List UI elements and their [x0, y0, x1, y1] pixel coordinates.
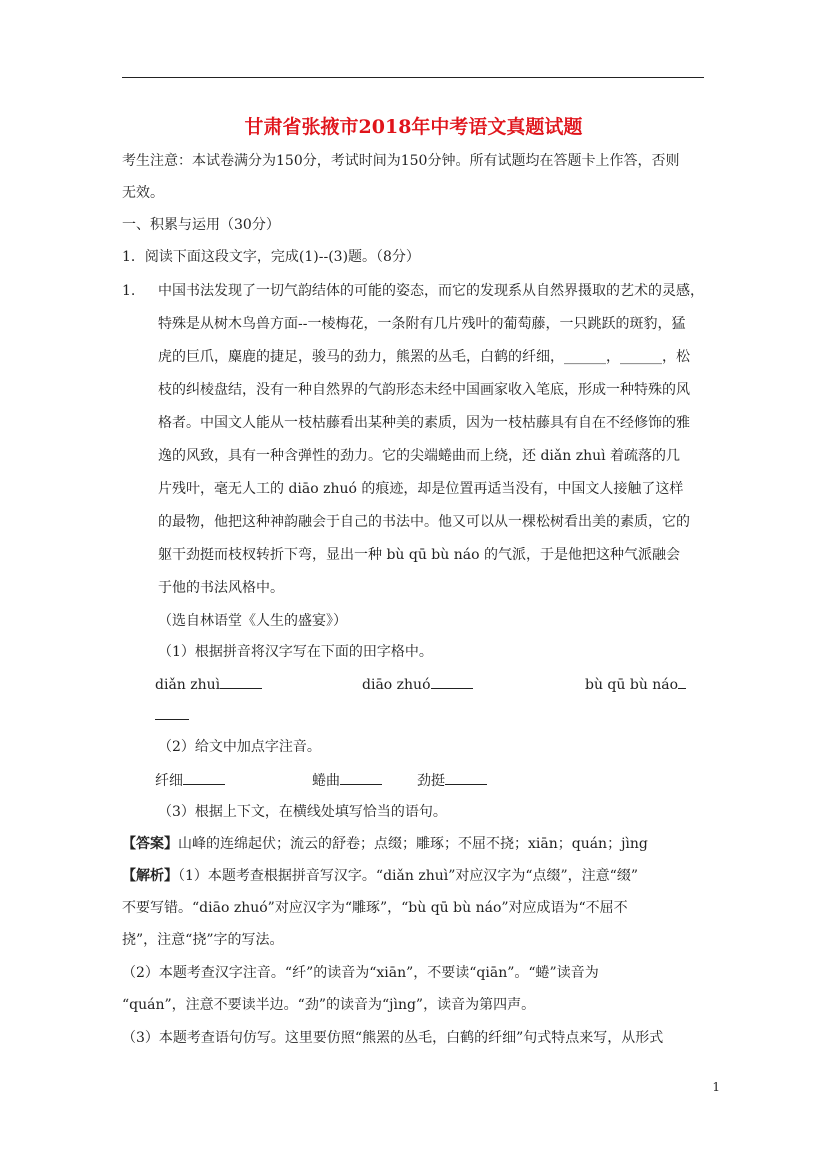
page-number: 1 — [712, 1080, 720, 1094]
passage-line: 逸的风致，具有一种含弹性的劲力。它的尖端蜷曲而上绕，还 diǎn zhuì 着疏落的几 — [158, 448, 681, 464]
analysis-line: 挠”，注意“挠”字的写法。 — [122, 932, 284, 948]
sub-question-2: （2）给文中加点字注音。 — [158, 739, 321, 755]
passage-line: 格者。中国文人能从一枝枯藤看出某种美的素质，因为一枝枯藤具有自在不经修饰的雅 — [158, 415, 690, 431]
answer-blank — [678, 674, 686, 689]
answer-blank — [431, 674, 473, 689]
passage-source: （选自林语堂《人生的盛宴》） — [158, 613, 347, 629]
answer-blank — [155, 705, 189, 720]
pinyin-text: bù qū bù náo — [585, 677, 679, 693]
answer-blank — [183, 770, 225, 785]
pinyin-text: diǎn zhuì — [155, 677, 221, 693]
sub-question-3: （3）根据上下文，在横线处填写恰当的语句。 — [158, 804, 447, 820]
section-heading: 一、积累与运用（30分） — [122, 217, 280, 233]
passage-line: 枝的纠棱盘结，没有一种自然界的气韵形态未经中国画家收入笔底，形成一种特殊的风 — [158, 382, 690, 398]
analysis-line: （3）本题考查语句仿写。这里要仿照“熊罴的丛毛，白鹤的纤细”句式特点来写，从形式 — [122, 1030, 664, 1046]
answer-tag: 【答案】 — [122, 836, 178, 852]
phonetic-item-2 — [312, 770, 382, 791]
analysis-line: 不要写错。“diāo zhuó”对应汉字为“雕琢”，“bù qū bù náo”对应成语为“不屈不 — [122, 900, 628, 916]
word-text: 劲挺 — [417, 773, 445, 789]
answer-text: 山峰的连绵起伏；流云的舒卷；点缀；雕琢；不屈不挠；xiān；quán；jìng — [178, 836, 648, 852]
passage-line: 的最物，他把这种神韵融会于自己的书法中。他又可以从一棵松树看出美的素质，它的 — [158, 514, 690, 530]
notice-line-1: 考生注意：本试卷满分为150分，考试时间为150分钟。所有试题均在答题卡上作答，否则 — [122, 153, 680, 169]
analysis-line — [122, 866, 638, 886]
pinyin-item-3-continued — [155, 705, 189, 726]
answer-blank — [445, 770, 487, 785]
pinyin-item-1 — [155, 674, 262, 695]
passage-line: 片残叶，毫无人工的 diāo zhuó 的痕迹，却是位置再适当没有，中国文人接触了这样 — [158, 481, 684, 497]
analysis-line: “quán”，注意不要读半边。“劲”的读音为“jìng”，读音为第四声。 — [122, 997, 536, 1013]
word-text: 蜷曲 — [312, 773, 340, 789]
passage-number: 1. — [122, 283, 136, 299]
analysis-line: （2）本题考查汉字注音。“纤”的读音为“xiān”，不要读“qiān”。“蜷”读音为 — [122, 965, 599, 981]
answer-blank — [220, 674, 262, 689]
header-rule — [122, 77, 704, 78]
pinyin-item-2 — [362, 674, 473, 695]
analysis-tag: 【解析】 — [122, 868, 178, 884]
pinyin-text: diāo zhuó — [362, 677, 431, 693]
phonetic-item-3 — [417, 770, 487, 791]
answer-blank — [340, 770, 382, 785]
passage-line: 于他的书法风格中。 — [158, 580, 284, 596]
document-title: 甘肃省张掖市2018年中考语文真题试题 — [244, 116, 583, 138]
passage-line: 虎的巨爪，麋鹿的捷足，骏马的劲力，熊罴的丛毛，白鹤的纤细，______，______，松 — [158, 349, 690, 365]
passage-line: 中国书法发现了一切气韵结体的可能的姿态，而它的发现系从自然界摄取的艺术的灵感， — [158, 283, 704, 299]
phonetic-item-1 — [155, 770, 225, 791]
pinyin-item-3 — [585, 674, 686, 695]
passage-line: 特殊是从树木鸟兽方面--一棱梅花，一条附有几片残叶的葡萄藤，一只跳跃的斑豹，猛 — [158, 316, 686, 332]
word-text: 纤细 — [155, 773, 183, 789]
question-1: 1．阅读下面这段文字，完成(1)--(3)题。（8分） — [122, 249, 420, 265]
answer-line — [122, 834, 648, 854]
analysis-text: （1）本题考查根据拼音写汉字。“diǎn zhuì”对应汉字为“点缀”，注意“缀” — [178, 868, 638, 884]
notice-line-2: 无效。 — [122, 185, 164, 201]
passage-line: 躯干劲挺而枝杈转折下弯，显出一种 bù qū bù náo 的气派，于是他把这种气派融会 — [158, 547, 680, 563]
sub-question-1: （1）根据拼音将汉字写在下面的田字格中。 — [158, 644, 433, 660]
